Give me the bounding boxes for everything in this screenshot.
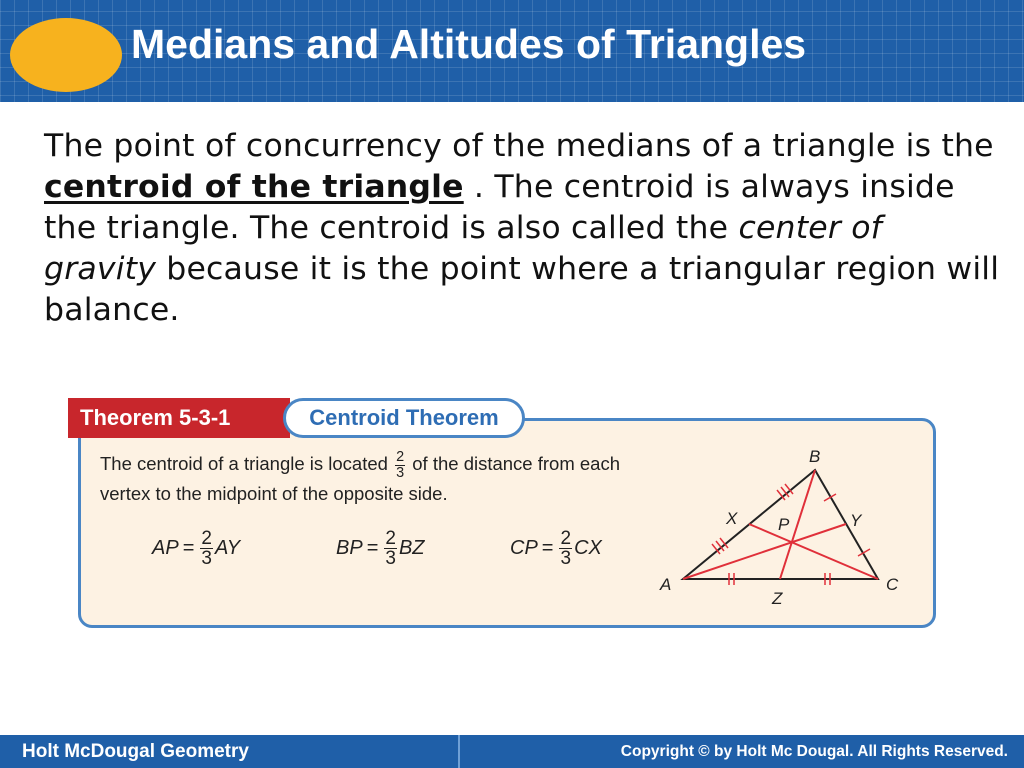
formula-cp-den: 3	[560, 548, 572, 570]
label-b: B	[809, 447, 821, 466]
label-x: X	[726, 509, 738, 528]
footer-course-name: Holt McDougal Geometry	[22, 741, 249, 762]
formula-bp-lhs: BP	[336, 537, 363, 559]
label-c: C	[886, 575, 899, 594]
label-p: P	[778, 515, 790, 534]
theorem-name: Centroid Theorem	[283, 398, 525, 438]
slide-footer	[0, 735, 1024, 768]
formula-bp-num: 2	[385, 528, 396, 550]
slide-title: Medians and Altitudes of Triangles	[131, 21, 807, 67]
intro-text-3: because it is the point where a triangular region will balance.	[44, 251, 1000, 328]
centroid-term: centroid of the triangle	[44, 169, 464, 205]
theorem-text-2: of the distance from each vertex to the midpoint of the opposite side.	[100, 453, 620, 505]
median-cx	[749, 524, 878, 579]
formula-cp-fraction	[559, 529, 572, 568]
label-a: A	[660, 575, 672, 594]
theorem-label: Theorem 5-3-1	[68, 398, 290, 438]
formula-bp-fraction	[384, 529, 397, 568]
formula-bp-rhs: BZ	[398, 537, 425, 559]
two-thirds-fraction	[395, 450, 405, 480]
label-y: Y	[850, 511, 862, 530]
footer-copyright: Copyright © by Holt Mc Dougal. All Rights Reserved.	[620, 743, 1008, 760]
label-z: Z	[772, 589, 783, 608]
median-ay	[683, 524, 846, 579]
formula-ap: AP = $\frac{2}{3}$ AY	[152, 528, 241, 570]
formula-ap-fraction	[200, 529, 213, 568]
formula-ap-den: 3	[201, 548, 212, 570]
intro-text-2: . The centroid is always inside the triangle. The centroid is also called the	[44, 169, 955, 246]
header-orange-circle	[10, 18, 122, 92]
center-of-gravity-term: center of gravity	[44, 210, 882, 287]
footer-divider	[458, 735, 460, 768]
formula-bp: BP = $\frac{2}{3}$ BZ	[336, 528, 425, 570]
theorem-statement	[100, 450, 660, 508]
theorem-text-1: The centroid of a triangle is located	[100, 453, 388, 474]
fraction-denominator: 3	[396, 464, 405, 481]
intro-text-1: The point of concurrency of the medians of a triangle is the	[44, 128, 994, 164]
formula-ap-lhs: AP	[152, 537, 179, 559]
formula-bp-den: 3	[385, 548, 396, 570]
centroid-triangle-diagram	[650, 438, 920, 613]
formula-cp-lhs: CP	[510, 537, 538, 559]
slide-header	[0, 0, 1024, 102]
formula-ap-num: 2	[201, 528, 212, 550]
formula-cp-num: 2	[560, 528, 572, 550]
intro-paragraph	[44, 126, 1004, 331]
fraction-numerator: 2	[396, 449, 405, 466]
formula-cp-rhs: CX	[574, 537, 602, 559]
formula-cp: CP = $\frac{2}{3}$ CX	[510, 528, 602, 570]
formula-ap-rhs: AY	[214, 537, 241, 559]
